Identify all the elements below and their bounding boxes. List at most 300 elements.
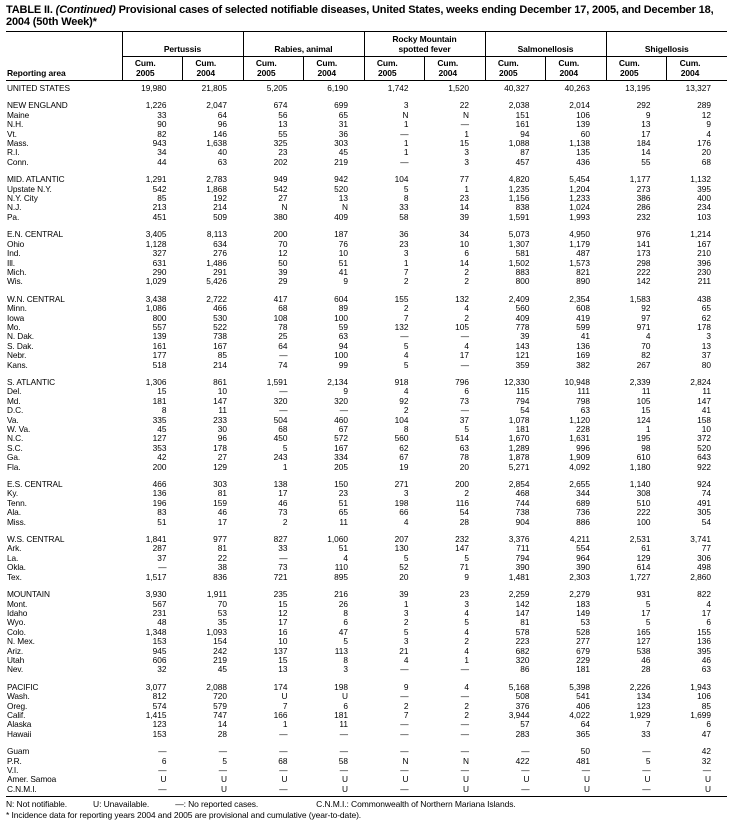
table-cell: 165 [636, 626, 651, 637]
table-cell: — [279, 746, 288, 757]
table-cell: 15 [157, 386, 167, 397]
table-cell: 15 [641, 405, 651, 416]
table-cell: 5 [403, 552, 409, 563]
table-cell: 40,327 [504, 83, 530, 93]
table-row-ala [6, 508, 727, 517]
table-cell: 557 [152, 321, 167, 332]
row-label: N. Dak. [7, 332, 34, 342]
table-cell: — [460, 119, 469, 130]
table-cell: 147 [213, 395, 227, 406]
table-cell: 574 [152, 700, 167, 711]
row-label: Wyo. [7, 618, 26, 628]
table-cell: 200 [152, 461, 167, 472]
table-cell: 487 [576, 248, 590, 259]
table-cell: — [158, 746, 167, 757]
table-cell: 560 [394, 433, 409, 444]
table-cell: 22 [459, 100, 469, 111]
table-cell: 92 [399, 395, 409, 406]
table-cell: — [339, 728, 348, 739]
table-cell: 110 [334, 562, 348, 573]
table-cell: 85 [217, 350, 227, 361]
table-row-ky [6, 489, 727, 498]
table-cell: 34 [157, 147, 167, 158]
row-label: P.R. [7, 756, 22, 766]
table-cell: 1 [282, 461, 288, 472]
table-cell: 37 [157, 552, 167, 563]
table-cell: 308 [636, 488, 651, 499]
table-cell: U [644, 774, 651, 785]
table-title [6, 5, 727, 28]
table-cell: 136 [576, 340, 590, 351]
table-cell: 45 [157, 424, 167, 434]
table-cell: U [160, 774, 167, 785]
table-cell: 65 [701, 303, 711, 314]
table-cell: 1,235 [508, 183, 530, 194]
table-title-continued: (Continued) [55, 4, 116, 16]
table-cell: 287 [152, 543, 167, 554]
table-cell: 2 [464, 636, 469, 647]
table-cell: 9 [343, 276, 348, 287]
table-cell: 2,722 [206, 293, 227, 304]
row-label: La. [7, 553, 19, 563]
table-cell: 7 [645, 719, 651, 730]
table-cell: 39 [399, 589, 409, 600]
table-cell: 147 [697, 395, 711, 406]
table-cell: 4 [464, 303, 469, 314]
table-cell: 6 [161, 755, 167, 766]
table-cell: 422 [515, 755, 530, 766]
table-cell: 4 [706, 128, 711, 139]
table-cell: 158 [697, 414, 711, 425]
table-cell: 1,086 [145, 303, 167, 314]
table-cell: 11 [641, 386, 651, 397]
table-cell: 161 [515, 119, 530, 130]
table-cell: 17 [217, 516, 227, 527]
table-cell: 232 [455, 534, 469, 545]
table-row-utah [6, 656, 727, 665]
table-cell: 63 [580, 405, 590, 416]
table-cell: 143 [515, 340, 530, 351]
table-cell: 325 [273, 138, 288, 149]
table-row-ariz [6, 647, 727, 656]
table-cell: 26 [338, 598, 348, 609]
column-header-cum-2005: Cum. 2005 [485, 57, 546, 81]
table-cell: 51 [338, 257, 348, 268]
table-cell: 1,631 [569, 433, 590, 444]
table-cell: 167 [697, 238, 711, 249]
table-cell: 1,841 [145, 534, 167, 545]
table-cell: 579 [213, 700, 227, 711]
table-cell: U [463, 774, 469, 785]
table-row-oreg [6, 702, 727, 711]
table-cell: 794 [515, 552, 530, 563]
table-cell: 82 [641, 350, 651, 361]
table-cell: 135 [576, 147, 590, 158]
table-cell: 115 [516, 386, 530, 397]
table-cell: 21,805 [201, 83, 227, 93]
table-cell: 60 [580, 128, 590, 139]
table-cell: 290 [152, 266, 167, 277]
table-cell: 5 [645, 598, 651, 609]
table-cell: 73 [278, 507, 288, 518]
table-cell: 100 [636, 516, 651, 527]
table-cell: 5 [645, 617, 651, 628]
table-cell: 19 [399, 461, 409, 472]
table-cell: 68 [278, 424, 288, 434]
table-cell: 5,073 [508, 229, 530, 240]
table-cell: 61 [641, 543, 651, 554]
table-cell: 124 [636, 414, 651, 425]
table-cell: 63 [338, 331, 348, 342]
table-cell: 1 [403, 598, 409, 609]
table-cell: 305 [697, 507, 711, 518]
table-row-n-c [6, 434, 727, 443]
table-cell: 9 [403, 681, 409, 692]
table-cell: 674 [273, 100, 288, 111]
table-cell: — [642, 746, 651, 757]
table-cell: 58 [338, 755, 348, 766]
table-row-va [6, 416, 727, 425]
table-cell: 105 [636, 395, 651, 406]
table-cell: 2,854 [508, 479, 530, 490]
table-cell: 6 [464, 386, 469, 397]
table-cell: 76 [338, 238, 348, 249]
table-cell: 1,486 [206, 257, 227, 268]
table-cell: 4 [464, 645, 469, 656]
table-cell: 211 [697, 276, 711, 287]
table-row-wash [6, 692, 727, 701]
table-row-maine [6, 111, 727, 120]
table-cell: 85 [157, 193, 167, 204]
table-cell: 721 [273, 571, 288, 582]
table-cell: — [581, 765, 590, 775]
table-cell: 542 [152, 183, 167, 194]
table-cell: 744 [515, 497, 530, 508]
table-cell: 198 [334, 681, 348, 692]
table-cell: 40 [217, 147, 227, 158]
table-cell: 45 [338, 147, 348, 158]
table-row-w-va [6, 425, 727, 434]
row-label: S.C. [7, 443, 23, 453]
table-cell: 1,060 [327, 534, 348, 545]
table-cell: 1,120 [569, 414, 590, 425]
table-cell: 2,303 [569, 571, 590, 582]
table-cell: 1,093 [206, 626, 227, 637]
row-label: Mich. [7, 267, 27, 277]
table-cell: 5,426 [206, 276, 227, 287]
table-cell: 147 [455, 543, 469, 554]
table-row-n-h [6, 120, 727, 129]
row-label: Del. [7, 387, 22, 397]
table-row-ohio [6, 240, 727, 249]
table-cell: 918 [394, 376, 409, 387]
table-cell: 39 [520, 331, 530, 342]
table-cell: 6 [706, 719, 711, 730]
table-cell: — [606, 785, 667, 797]
table-cell: 66 [399, 507, 409, 518]
table-cell: 504 [273, 414, 288, 425]
table-cell: 271 [394, 479, 409, 490]
column-header-cum-2005: Cum. 2005 [122, 57, 183, 81]
table-cell: 81 [520, 617, 530, 628]
table-cell: 12 [278, 248, 288, 259]
table-cell: 3,741 [690, 534, 711, 545]
table-cell: 151 [515, 109, 530, 120]
table-cell: 3 [403, 100, 409, 111]
table-cell: 223 [515, 636, 530, 647]
table-cell: 1,291 [145, 174, 167, 185]
table-cell: 4 [706, 598, 711, 609]
table-cell: 41 [580, 331, 590, 342]
table-cell: 2 [403, 276, 409, 287]
table-cell: 796 [455, 376, 469, 387]
table-row-colo [6, 628, 727, 637]
column-header-cum-2004: Cum. 2004 [183, 57, 244, 81]
table-cell: 3,944 [508, 709, 530, 720]
table-cell: 372 [697, 433, 711, 444]
table-cell: 139 [152, 331, 167, 342]
table-cell: 57 [520, 719, 530, 730]
column-group-row [6, 32, 727, 57]
table-row-tenn [6, 499, 727, 508]
table-cell: 64 [580, 719, 590, 730]
table-cell: 5 [403, 359, 409, 370]
table-cell: 200 [273, 229, 288, 240]
table-cell: 1,909 [569, 452, 590, 463]
table-cell: 6,190 [327, 83, 348, 93]
table-cell: 77 [701, 543, 711, 554]
table-row-p-r [6, 757, 727, 766]
table-cell: 298 [636, 257, 651, 268]
table-row-amer-samoa [6, 775, 727, 784]
table-cell: 195 [636, 433, 651, 444]
table-cell: 2 [464, 266, 469, 277]
table-cell: 1 [403, 147, 409, 158]
table-cell: 50 [278, 257, 288, 268]
table-cell: 3,438 [145, 293, 167, 304]
table-row-united-states [6, 81, 727, 94]
table-cell: 39 [459, 211, 469, 222]
table-cell: 27 [278, 193, 288, 204]
table-cell: 720 [213, 691, 227, 702]
table-row-mass [6, 139, 727, 148]
table-row-hawaii [6, 730, 727, 739]
table-cell: 87 [520, 147, 530, 158]
column-group-shigellosis: Shigellosis [606, 32, 727, 57]
table-cell: 438 [697, 293, 711, 304]
table-cell: 15 [278, 654, 288, 665]
table-cell: 54 [459, 507, 469, 518]
table-cell: 560 [515, 303, 530, 314]
table-cell: 32 [701, 755, 711, 766]
table-cell: 106 [697, 691, 711, 702]
table-cell: U [342, 691, 348, 702]
table-cell: 5,168 [508, 681, 530, 692]
table-cell: 63 [217, 156, 227, 167]
table-cell: 11 [702, 386, 711, 397]
table-cell: 92 [641, 303, 651, 314]
table-cell: 306 [697, 552, 711, 563]
table-cell: 46 [641, 654, 651, 665]
table-cell: 142 [515, 598, 530, 609]
row-label: R.I. [7, 148, 20, 158]
table-cell: 5 [464, 424, 469, 434]
table-cell: 286 [636, 202, 651, 213]
table-cell: 138 [273, 479, 288, 490]
table-cell: 1,348 [145, 626, 167, 637]
table-cell: 2 [464, 709, 469, 720]
table-cell: 327 [152, 248, 167, 259]
table-cell: 81 [217, 543, 227, 554]
table-cell: 94 [520, 128, 530, 139]
table-cell: 78 [459, 452, 469, 463]
table-cell: 977 [213, 534, 227, 545]
table-cell: 1 [403, 257, 409, 268]
table-cell: 541 [576, 691, 590, 702]
table-cell: — [521, 746, 530, 757]
row-label: Tenn. [7, 498, 27, 508]
table-cell: 450 [273, 433, 288, 444]
table-cell: 210 [697, 248, 711, 259]
table-cell: 242 [213, 645, 227, 656]
table-cell: 498 [697, 562, 711, 573]
table-cell: 178 [213, 442, 227, 453]
table-cell: 202 [273, 156, 288, 167]
table-cell: 17 [701, 607, 711, 618]
table-cell: 1,699 [690, 709, 711, 720]
table-cell: 3 [343, 664, 348, 675]
table-cell: 1,573 [569, 257, 590, 268]
row-label: Kans. [7, 360, 28, 370]
table-cell: 291 [213, 266, 227, 277]
table-cell: 28 [641, 664, 651, 675]
table-cell: 41 [701, 405, 711, 416]
table-cell: 121 [515, 350, 530, 361]
table-cell: 2,259 [508, 589, 530, 600]
table-cell: 1,128 [145, 238, 167, 249]
table-cell: — [460, 331, 469, 342]
table-cell: 1 [464, 183, 469, 194]
table-cell: 277 [576, 636, 590, 647]
row-label: PACIFIC [7, 681, 39, 692]
table-cell: 5 [464, 617, 469, 628]
table-cell: 1,204 [569, 183, 590, 194]
table-cell: 2 [403, 405, 409, 416]
table-cell: 3 [403, 607, 409, 618]
table-cell: 794 [515, 395, 530, 406]
table-cell: — [158, 562, 167, 573]
table-cell: 11 [339, 719, 348, 730]
table-cell: 38 [217, 562, 227, 573]
table-cell: 184 [636, 138, 651, 149]
row-label: Oreg. [7, 701, 28, 711]
table-cell: 1,727 [629, 571, 651, 582]
table-cell: 222 [636, 507, 651, 518]
legend-no-reported-cases: —: No reported cases. [175, 799, 259, 810]
table-cell: 4,820 [508, 174, 530, 185]
table-cell: 54 [701, 516, 711, 527]
table-cell: 538 [636, 645, 651, 656]
table-cell: U [705, 774, 711, 785]
table-cell: 136 [697, 636, 711, 647]
table-cell: 139 [576, 119, 590, 130]
table-cell: — [279, 728, 288, 739]
table-cell: 11 [339, 516, 348, 527]
table-cell: — [158, 765, 167, 775]
table-cell: U [667, 785, 728, 797]
table-cell: N [463, 755, 469, 766]
table-cell: 141 [636, 238, 651, 249]
column-group-rocky-mountain-spotted-fever: Rocky Mountain spotted fever [364, 32, 485, 57]
table-cell: 167 [334, 442, 348, 453]
table-cell: 54 [520, 405, 530, 416]
row-label: Ill. [7, 258, 15, 268]
row-label: Nev. [7, 665, 24, 675]
table-cell: 63 [459, 442, 469, 453]
table-cell: 334 [334, 452, 348, 463]
table-cell: — [218, 746, 227, 757]
table-cell: 267 [636, 359, 651, 370]
table-cell: 89 [338, 303, 348, 314]
table-row-md [6, 397, 727, 406]
table-cell: 113 [334, 645, 348, 656]
table-cell: — [243, 785, 304, 797]
table-cell: 2,226 [629, 681, 651, 692]
table-cell: 4 [343, 552, 348, 563]
table-cell: 1,517 [145, 571, 167, 582]
table-cell: 451 [152, 211, 167, 222]
table-row-iowa [6, 314, 727, 323]
table-cell: — [339, 405, 348, 416]
table-cell: 2,014 [569, 100, 590, 111]
table-cell: 234 [697, 202, 711, 213]
table-row-s-c [6, 444, 727, 453]
table-cell: 2,088 [206, 681, 227, 692]
table-cell: 21 [399, 645, 409, 656]
table-cell: 509 [213, 211, 227, 222]
table-cell: 4,950 [569, 229, 590, 240]
table-cell: 136 [152, 488, 167, 499]
table-cell: 108 [273, 312, 288, 323]
table-cell: 395 [697, 183, 711, 194]
table-cell: 233 [213, 414, 227, 425]
table-cell: 47 [338, 626, 348, 637]
table-cell: 103 [697, 211, 711, 222]
table-row-s-atlantic [6, 370, 727, 387]
table-cell: 738 [515, 507, 530, 518]
table-cell: — [460, 728, 469, 739]
table-cell: 572 [334, 433, 348, 444]
table-cell: 59 [338, 321, 348, 332]
table-cell: 42 [157, 452, 167, 463]
table-row-tex [6, 573, 727, 582]
table-cell: 344 [576, 488, 590, 499]
table-cell: 146 [213, 128, 227, 139]
table-cell: 711 [516, 543, 530, 554]
table-cell: 812 [152, 691, 167, 702]
table-cell: 699 [334, 100, 348, 111]
table-cell: 468 [515, 488, 530, 499]
table-cell: 65 [338, 109, 348, 120]
table-row-kans [6, 361, 727, 370]
table-cell: 181 [576, 664, 590, 675]
table-row-pa [6, 213, 727, 222]
table-cell: 1,132 [690, 174, 711, 185]
table-cell: 127 [152, 433, 167, 444]
table-cell: — [279, 350, 288, 361]
table-cell: 53 [580, 617, 590, 628]
row-label: Pa. [7, 212, 20, 222]
